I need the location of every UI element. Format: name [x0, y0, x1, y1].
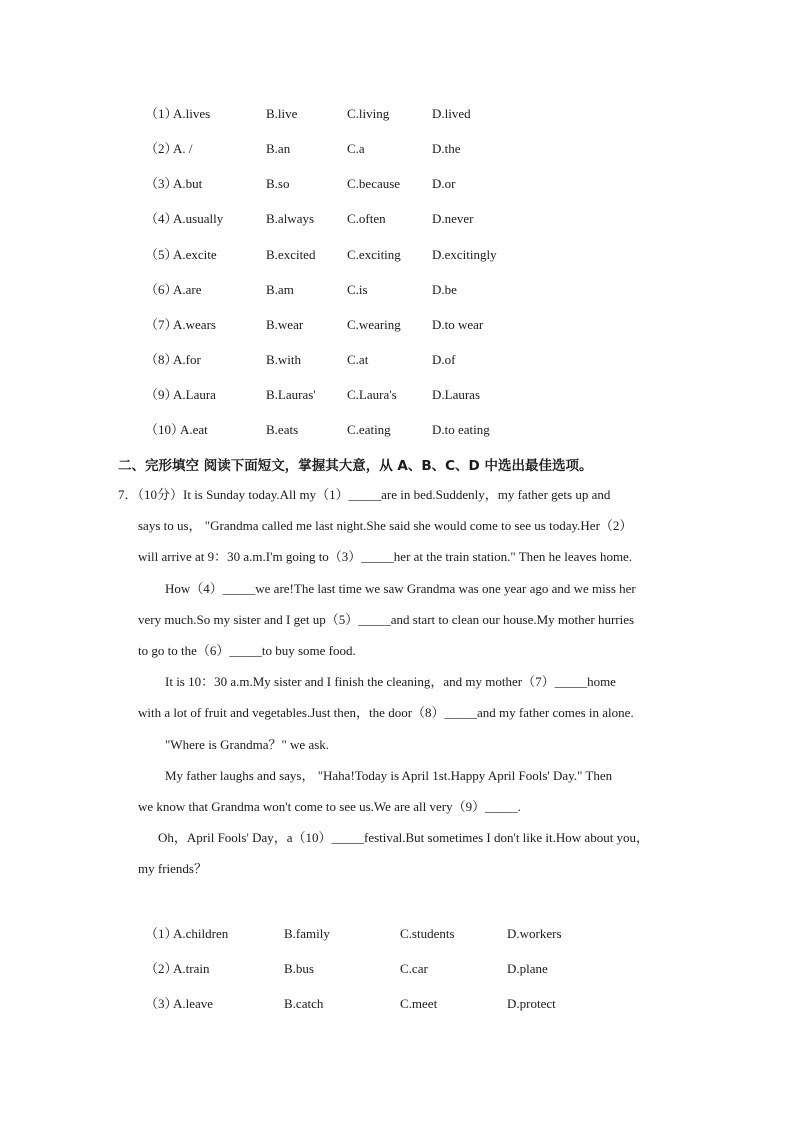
- option-b: B.bus: [284, 961, 314, 976]
- option-d: D.of: [432, 352, 456, 367]
- option-d: D.to wear: [432, 317, 484, 332]
- option-c: C.is: [347, 282, 368, 297]
- option-b: B.wear: [266, 317, 304, 332]
- question-number: （8）: [145, 352, 178, 367]
- option-c: C.a: [347, 141, 365, 156]
- option-d: D.Lauras: [432, 387, 481, 402]
- option-b: B.excited: [266, 247, 316, 262]
- option-c: C.wearing: [347, 317, 401, 332]
- option-c: C.at: [347, 352, 369, 367]
- question-number: （3）: [145, 996, 178, 1011]
- passage-line: with a lot of fruit and vegetables.Just then，the door（8）_____and my father comes in alone.: [138, 705, 634, 720]
- option-c: C.because: [347, 176, 401, 191]
- option-b: B.an: [266, 141, 291, 156]
- passage-line: we know that Grandma won't come to see us.We are all very（9）_____.: [138, 799, 521, 814]
- option-d: D.plane: [507, 961, 548, 976]
- option-a: A.usually: [173, 211, 224, 226]
- option-c: C.car: [400, 961, 428, 976]
- option-d: D.to eating: [432, 422, 490, 437]
- option-d: D.protect: [507, 996, 556, 1011]
- passage-line: My father laughs and says， "Haha!Today is April 1st.Happy April Fools' Day." Then: [165, 768, 613, 783]
- option-d: D.excitingly: [432, 247, 497, 262]
- question-number: （1）: [145, 106, 178, 121]
- option-d: D.or: [432, 176, 456, 191]
- question-number: （2）: [145, 141, 178, 156]
- option-c: C.living: [347, 106, 390, 121]
- option-a: A.children: [173, 926, 229, 941]
- option-b: B.family: [284, 926, 330, 941]
- option-a: A.excite: [173, 247, 217, 262]
- option-a: A.eat: [180, 422, 208, 437]
- question-number: （3）: [145, 176, 178, 191]
- passage-line: How（4）_____we are!The last time we saw Grandma was one year ago and we miss her: [165, 581, 636, 596]
- question-number: （9）: [145, 387, 178, 402]
- option-b: B.catch: [284, 996, 324, 1011]
- question-number: （4）: [145, 211, 178, 226]
- option-a: A.wears: [173, 317, 216, 332]
- option-c: C.eating: [347, 422, 391, 437]
- option-b: B.with: [266, 352, 302, 367]
- option-d: D.lived: [432, 106, 471, 121]
- question-number: （5）: [145, 247, 178, 262]
- option-a: A.lives: [173, 106, 211, 121]
- question-number: （6）: [145, 282, 178, 297]
- option-c: C.exciting: [347, 247, 401, 262]
- option-a: A.Laura: [173, 387, 216, 402]
- passage-line: "Where is Grandma？" we ask.: [165, 737, 330, 752]
- option-c: C.meet: [400, 996, 438, 1011]
- option-a: A.train: [173, 961, 210, 976]
- option-d: D.be: [432, 282, 457, 297]
- option-b: B.always: [266, 211, 315, 226]
- option-a: A.but: [173, 176, 203, 191]
- option-b: B.am: [266, 282, 294, 297]
- passage-line: very much.So my sister and I get up（5）_____and start to clean our house.My mother hurries: [138, 612, 635, 627]
- option-b: B.Lauras': [266, 387, 316, 402]
- question-number: （10）: [145, 422, 185, 437]
- question-number: （2）: [145, 961, 178, 976]
- option-a: A.leave: [173, 996, 214, 1011]
- option-b: B.live: [266, 106, 298, 121]
- option-c: C.often: [347, 211, 386, 226]
- option-a: A. /: [173, 141, 193, 156]
- option-c: C.Laura's: [347, 387, 397, 402]
- option-b: B.so: [266, 176, 290, 191]
- question-number: （7）: [145, 317, 178, 332]
- section-heading: 二、完形填空 阅读下面短文，掌握其大意，从 A、B、C、D 中选出最佳选项。: [118, 458, 593, 474]
- passage-line: to go to the（6）_____to buy some food.: [138, 643, 356, 658]
- passage-line: It is 10：30 a.m.My sister and I finish the cleaning，and my mother（7）_____home: [165, 674, 616, 689]
- passage-line: Oh，April Fools' Day，a（10）_____festival.But sometimes I don't like it.How about you，: [158, 830, 650, 845]
- option-a: A.for: [173, 352, 201, 367]
- passage-line: my friends？: [138, 861, 207, 876]
- option-b: B.eats: [266, 422, 299, 437]
- option-c: C.students: [400, 926, 455, 941]
- passage-line: 7．（10分）It is Sunday today.All my（1）_____are in bed.Suddenly，my father gets up and: [118, 487, 611, 502]
- question-number: （1）: [145, 926, 178, 941]
- option-a: A.are: [173, 282, 202, 297]
- passage-line: will arrive at 9：30 a.m.I'm going to（3）_____her at the train station." Then he leaves home.: [138, 549, 633, 564]
- option-d: D.workers: [507, 926, 562, 941]
- option-d: D.never: [432, 211, 474, 226]
- option-d: D.the: [432, 141, 461, 156]
- passage-line: says to us， "Grandma called me last night.She said she would come to see us today.Her（2）: [138, 518, 633, 533]
